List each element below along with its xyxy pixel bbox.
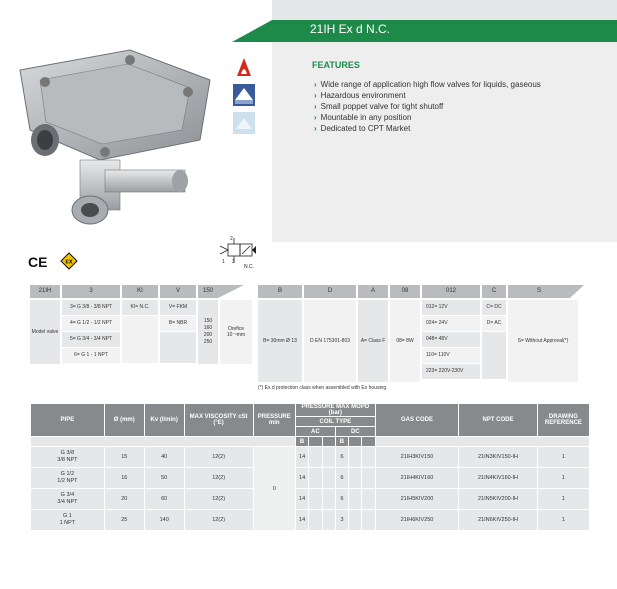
- cell-dc-b: 6: [335, 489, 348, 510]
- table-row: [31, 489, 590, 510]
- cell-drawing: 1: [537, 447, 589, 468]
- config-header: 08: [390, 285, 420, 298]
- cell-ac-b: 14: [295, 510, 308, 531]
- current-empty: [482, 332, 506, 379]
- cell-pipe: G 1 1 NPT: [31, 510, 105, 531]
- ki-empty: [122, 316, 158, 363]
- cell-gas-code: 21IH6KIV250: [375, 510, 458, 531]
- voltage-option: 110= 110V: [422, 348, 480, 363]
- port-label: 3: [232, 259, 235, 265]
- model-valve-label: Model valve: [30, 300, 60, 364]
- cell-npt-code: 21IN5KIV200-IH: [459, 489, 538, 510]
- gas-environment-icon: [233, 84, 255, 106]
- specs-table: [30, 403, 590, 531]
- cell-viscosity: 12(2): [184, 489, 253, 510]
- pipe-option: 5= G 3/4 - 3/4 NPT: [62, 332, 120, 347]
- specs-table-wrapper: [30, 403, 590, 531]
- col-pressure-min: PRESSURE min: [253, 404, 295, 437]
- valve-product-image: [10, 40, 230, 240]
- cell-gas-code: 21IH3KIV150: [375, 447, 458, 468]
- approval-option: S= Without Approval(*): [508, 300, 578, 382]
- col-pipe: PIPE: [31, 404, 105, 437]
- pipe-option: 4= G 1/2 - 1/2 NPT: [62, 316, 120, 331]
- col-dc: DC: [335, 427, 375, 437]
- cell-npt-code: 21IN3KIV150-IH: [459, 447, 538, 468]
- col-mopd: PRESSURE MAX MOPD (bar): [295, 404, 375, 417]
- cell-gas-code: 21IH4KIV160: [375, 468, 458, 489]
- cell-ac-b: 14: [295, 489, 308, 510]
- atex-ex-icon: [60, 252, 78, 270]
- cell-pressure-min: 0: [253, 447, 295, 531]
- port-label: 1: [222, 259, 225, 265]
- cell-ac-b: 14: [295, 468, 308, 489]
- cell-drawing: 1: [537, 489, 589, 510]
- header-arrow: [570, 285, 584, 298]
- config-header: KI: [122, 285, 158, 298]
- col-dc-b: B: [335, 437, 348, 447]
- cell-npt-code: 21IN4KIV160-IH: [459, 468, 538, 489]
- col-kv: Kv (l/min): [144, 404, 184, 437]
- cell-viscosity: 12(2): [184, 510, 253, 531]
- features-heading: FEATURES: [312, 60, 360, 70]
- config-header: C: [482, 285, 506, 298]
- cell-drawing: 1: [537, 510, 589, 531]
- config-header: V: [160, 285, 196, 298]
- col-drawing: DRAWING REFERENCE: [537, 404, 589, 437]
- cell-diameter: 15: [104, 447, 144, 468]
- current-option: D= AC: [482, 316, 506, 331]
- cell-viscosity: 12(2): [184, 468, 253, 489]
- product-title: 21IH Ex d N.C.: [310, 22, 391, 36]
- ki-option: KI= N.C.: [122, 300, 158, 315]
- insulation-class: A= Class F: [358, 300, 388, 382]
- table-row: [31, 510, 590, 531]
- cell-kv: 60: [144, 489, 184, 510]
- coil-size: B= 30mm Ø 13: [258, 300, 302, 382]
- cell-pipe: G 3/4 3/4 NPT: [31, 489, 105, 510]
- cell-diameter: 16: [104, 468, 144, 489]
- cell-kv: 140: [144, 510, 184, 531]
- title-bar: [232, 20, 617, 42]
- seal-empty: [160, 332, 196, 363]
- seal-option: V= FKM: [160, 300, 196, 315]
- flammable-hazard-icon: [233, 56, 255, 78]
- table-row: [31, 447, 590, 468]
- table-row: [31, 468, 590, 489]
- connector-type: D EN 175301-803: [304, 300, 356, 382]
- cell-diameter: 20: [104, 489, 144, 510]
- voltage-option: 223= 220V-230V: [422, 364, 480, 379]
- feature-item: › Mountable in any position: [314, 113, 411, 122]
- col-npt-code: NPT CODE: [459, 404, 538, 437]
- header-arrow: [218, 285, 244, 298]
- config-header: 012: [422, 285, 480, 298]
- pipe-option: 3= G 3/8 - 3/8 NPT: [62, 300, 120, 315]
- power-rating: 08= 8W: [390, 300, 420, 382]
- current-option: C= DC: [482, 300, 506, 315]
- feature-item: › Dedicated to CPT Market: [314, 124, 410, 133]
- voltage-option: 024= 24V: [422, 316, 480, 331]
- ce-mark: CE: [28, 254, 48, 270]
- feature-item: › Hazardous environment: [314, 91, 406, 100]
- orifice-codes: 150 160 200 250: [198, 300, 218, 364]
- cell-npt-code: 21IN6KIV250-IH: [459, 510, 538, 531]
- cell-diameter: 25: [104, 510, 144, 531]
- dust-environment-icon: [233, 112, 255, 134]
- cell-kv: 50: [144, 468, 184, 489]
- voltage-option: 012= 12V: [422, 300, 480, 315]
- col-ac-b: B: [295, 437, 308, 447]
- nc-label: N.C.: [244, 264, 254, 270]
- cell-viscosity: 12(2): [184, 447, 253, 468]
- config-header: B: [258, 285, 302, 298]
- feature-item: › Small poppet valve for tight shutoff: [314, 102, 443, 111]
- config-header: 21IH: [30, 285, 60, 298]
- cell-pipe: G 1/2 1/2 NPT: [31, 468, 105, 489]
- col-gas-code: GAS CODE: [375, 404, 458, 437]
- cell-kv: 40: [144, 447, 184, 468]
- cell-ac-b: 14: [295, 447, 308, 468]
- col-coil-type: COIL TYPE: [295, 417, 375, 427]
- config-header: A: [358, 285, 388, 298]
- seal-option: B= NBR: [160, 316, 196, 331]
- pipe-option: 6= G 1 - 1 NPT: [62, 348, 120, 363]
- cell-dc-b: 6: [335, 468, 348, 489]
- config-header: 150: [198, 285, 218, 298]
- cell-pipe: G 3/8 3/8 NPT: [31, 447, 105, 468]
- col-ac: AC: [295, 427, 335, 437]
- feature-item: › Wide range of application high flow valves for liquids, gaseous: [314, 80, 541, 89]
- config-header: S: [508, 285, 570, 298]
- footnote: (*) Ex d protection class when assembled with Ex housing: [258, 385, 387, 391]
- port-label: 2: [230, 236, 233, 242]
- col-diameter: Ø (mm): [104, 404, 144, 437]
- cell-gas-code: 21IH5KIV200: [375, 489, 458, 510]
- cell-dc-b: 3: [335, 510, 348, 531]
- config-header: 3: [62, 285, 120, 298]
- features-panel: [272, 42, 617, 242]
- voltage-option: 048= 48V: [422, 332, 480, 347]
- config-header: D: [304, 285, 356, 298]
- orifice-label: Orefice 10⁻¹mm: [220, 300, 252, 364]
- cell-dc-b: 6: [335, 447, 348, 468]
- cell-drawing: 1: [537, 468, 589, 489]
- col-viscosity: MAX VISCOSITY cSt (°E): [184, 404, 253, 437]
- svg-text:εx: εx: [65, 258, 73, 266]
